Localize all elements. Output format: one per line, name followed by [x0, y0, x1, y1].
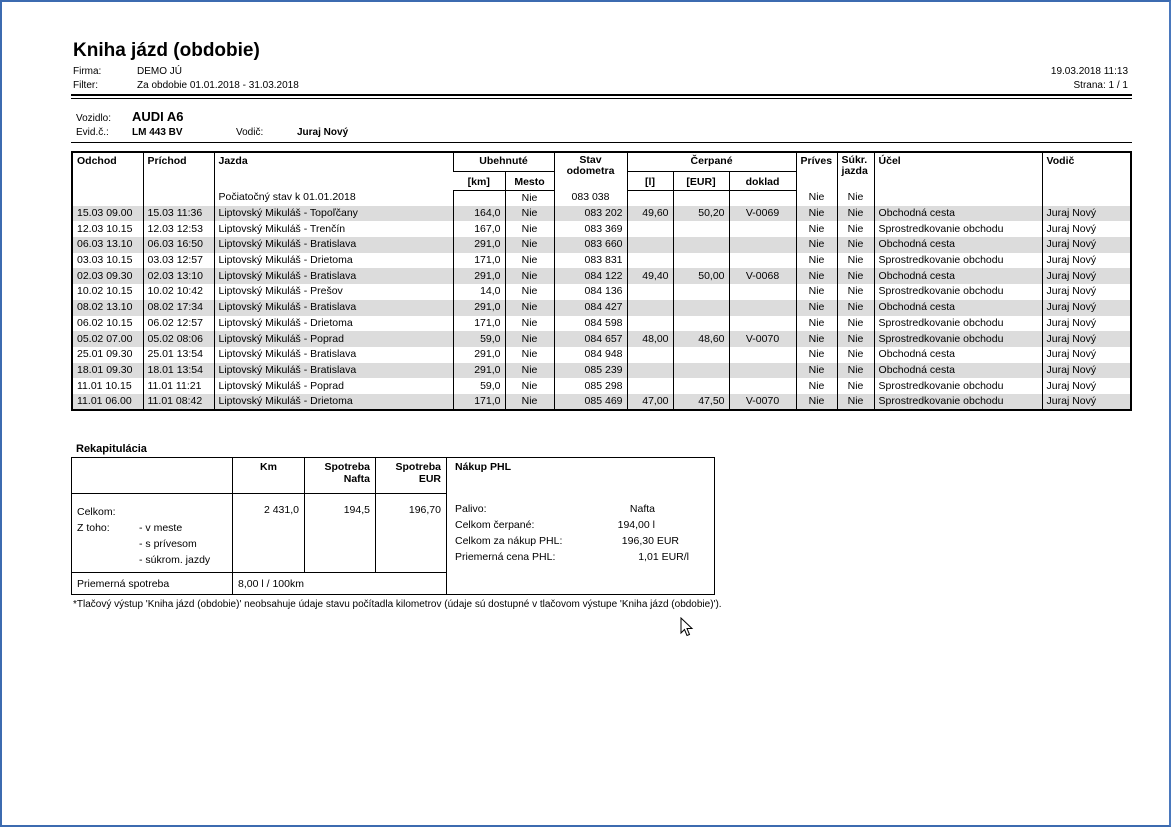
cell-prichod: 10.02 10:42	[143, 284, 214, 300]
cell-vodic: Juraj Nový	[1042, 363, 1131, 379]
cell-vodic: Juraj Nový	[1042, 316, 1131, 332]
header-ubehnute: Ubehnuté	[453, 152, 554, 171]
cell-prichod: 02.03 13:10	[143, 268, 214, 284]
vehicle-rule	[71, 142, 1132, 143]
recap-nafta-total: 194,5	[305, 494, 376, 573]
cell-prichod: 12.03 12:53	[143, 221, 214, 237]
recap-header-km: Km	[233, 458, 305, 494]
cell-jazda: Liptovský Mikuláš - Drietoma	[214, 394, 453, 410]
cell-km: 171,0	[453, 394, 505, 410]
filter-value: Za obdobie 01.01.2018 - 31.03.2018	[137, 80, 299, 91]
nakup-value: 196,30 EUR	[621, 535, 679, 547]
cell-sukr: Nie	[837, 284, 874, 300]
mouse-pointer-icon	[680, 617, 694, 642]
cell-stav: 084 427	[554, 300, 627, 316]
cell-odchod: 25.01 09.30	[77, 348, 133, 361]
cell-eur: 48,60	[673, 331, 729, 347]
ztoho-label: Z toho:	[77, 522, 110, 534]
cell-doklad	[729, 253, 796, 269]
table-row	[72, 221, 1131, 237]
cell-doklad: V-0070	[729, 331, 796, 347]
cell-vodic: Juraj Nový	[1042, 378, 1131, 394]
cell-eur: 50,20	[673, 206, 729, 222]
cell-jazda: Liptovský Mikuláš - Prešov	[214, 284, 453, 300]
celkom-label: Celkom:	[77, 506, 116, 518]
cell-prichod: 06.03 16:50	[143, 237, 214, 253]
cell-km: 14,0	[453, 284, 505, 300]
header-km: [km]	[453, 171, 505, 190]
cell-vodic: Juraj Nový	[1042, 268, 1131, 284]
cerpane-label: Celkom čerpané:	[455, 519, 535, 531]
recap-nakup-title: Nákup PHL	[455, 461, 512, 473]
cell-l	[627, 316, 673, 332]
firma-value: DEMO JÚ	[137, 66, 182, 77]
cell-jazda: Liptovský Mikuláš - Bratislava	[214, 347, 453, 363]
cell-prichod: 08.02 17:34	[143, 300, 214, 316]
cell-ucel: Sprostredkovanie obchodu	[874, 331, 1042, 347]
recap-table	[71, 457, 715, 595]
cell-odchod: 06.02 10.15	[77, 316, 133, 329]
cell-sukr: Nie	[837, 206, 874, 222]
cell-jazda: Liptovský Mikuláš - Drietoma	[214, 253, 453, 269]
cell-ucel: Obchodná cesta	[874, 268, 1042, 284]
cell-jazda: Liptovský Mikuláš - Trenčín	[214, 221, 453, 237]
cell-stav: 084 657	[554, 331, 627, 347]
cena-value: 1,01 EUR/l	[638, 551, 689, 563]
filter-label: Filter:	[73, 80, 98, 91]
cell-stav: 084 122	[554, 268, 627, 284]
cell-eur: 47,50	[673, 394, 729, 410]
header-odchod: Odchod	[77, 155, 117, 167]
cell-km: 167,0	[453, 221, 505, 237]
table-row	[72, 253, 1131, 269]
cell-mesto: Nie	[505, 331, 554, 347]
recap-avg-label: Priemerná spotreba	[72, 573, 233, 595]
cell-l	[627, 363, 673, 379]
cell-odchod: 08.02 13.10	[72, 300, 143, 316]
cell-prichod: 06.02 12:57	[143, 316, 214, 332]
cell-stav: 083 660	[554, 237, 627, 253]
cell-sukr: Nie	[837, 331, 874, 347]
header-stav: Stav	[579, 154, 602, 166]
cell-l	[627, 237, 673, 253]
recap-header-empty	[72, 458, 233, 494]
cell-prichod: 11.01 08:42	[143, 394, 214, 410]
table-row	[72, 237, 1131, 253]
cell-ucel: Sprostredkovanie obchodu	[874, 284, 1042, 300]
initial-sukr: Nie	[837, 190, 874, 206]
table-row	[72, 300, 1131, 316]
cell-sukr: Nie	[837, 268, 874, 284]
cell-doklad	[729, 300, 796, 316]
cell-mesto: Nie	[505, 316, 554, 332]
cell-jazda: Liptovský Mikuláš - Bratislava	[214, 268, 453, 284]
cell-km: 164,0	[453, 206, 505, 222]
cell-mesto: Nie	[505, 300, 554, 316]
vodic-value: Juraj Nový	[297, 127, 349, 138]
cell-prives: Nie	[796, 363, 837, 379]
cell-km: 291,0	[453, 268, 505, 284]
table-row	[72, 378, 1131, 394]
cell-prives: Nie	[796, 347, 837, 363]
cell-eur: 50,00	[673, 268, 729, 284]
initial-mesto: Nie	[505, 190, 554, 206]
palivo-label: Palivo:	[455, 503, 487, 515]
cell-odchod: 18.01 09.30	[72, 363, 143, 379]
print-datetime: 19.03.2018 11:13	[1050, 66, 1128, 77]
cell-mesto: Nie	[505, 268, 554, 284]
cell-odchod: 06.03 13.10	[72, 237, 143, 253]
cell-ucel: Obchodná cesta	[874, 237, 1042, 253]
cell-prichod: 05.02 08:06	[143, 331, 214, 347]
table-row	[72, 206, 1131, 222]
cerpane-value: 194,00 l	[617, 519, 655, 531]
cell-ucel: Obchodná cesta	[874, 300, 1042, 316]
trips-table	[71, 151, 1132, 411]
cell-km: 291,0	[453, 300, 505, 316]
cell-ucel: Obchodná cesta	[874, 363, 1042, 379]
cell-prives: Nie	[796, 268, 837, 284]
cell-prichod: 18.01 13:54	[143, 363, 214, 379]
cell-jazda: Liptovský Mikuláš - Poprad	[214, 331, 453, 347]
cell-odchod: 05.02 07.00	[72, 331, 143, 347]
cell-prives: Nie	[796, 394, 837, 410]
cell-doklad	[729, 363, 796, 379]
recap-title: Rekapitulácia	[76, 443, 147, 455]
cell-doklad	[729, 284, 796, 300]
cell-doklad	[729, 221, 796, 237]
header-ucel: Účel	[874, 152, 1042, 190]
cell-doklad	[729, 378, 796, 394]
cell-jazda: Liptovský Mikuláš - Topoľčany	[214, 206, 453, 222]
cell-prichod: 03.03 12:57	[143, 253, 214, 269]
cell-stav: 083 831	[554, 253, 627, 269]
header-l: [l]	[627, 171, 673, 190]
cell-prichod: 11.01 11:21	[143, 378, 214, 394]
recap-header-spotreba-eur	[376, 458, 447, 494]
cell-sukr: Nie	[837, 363, 874, 379]
cell-vodic: Juraj Nový	[1042, 284, 1131, 300]
cell-odchod: 11.01 10.15	[77, 379, 132, 392]
recap-header-spotreba: Spotreba	[324, 461, 370, 473]
cell-eur	[673, 363, 729, 379]
cell-prives: Nie	[796, 221, 837, 237]
s-prives-label: - s prívesom	[139, 538, 197, 550]
recap-header-spotreba-nafta	[305, 458, 376, 494]
header-rule	[71, 94, 1132, 96]
cell-l: 48,00	[627, 331, 673, 347]
cell-prives: Nie	[796, 316, 837, 332]
header-sukr: Súkr.	[841, 154, 868, 166]
table-row	[72, 331, 1131, 347]
cell-sukr: Nie	[837, 347, 874, 363]
cell-sukr: Nie	[837, 237, 874, 253]
cell-doklad: V-0069	[729, 206, 796, 222]
header-jazda2: jazda	[841, 165, 868, 177]
header-sukr-jazda	[837, 152, 874, 190]
cell-eur	[673, 284, 729, 300]
cell-prives: Nie	[796, 378, 837, 394]
cell-doklad	[729, 237, 796, 253]
cell-mesto: Nie	[505, 206, 554, 222]
cell-km: 59,0	[453, 331, 505, 347]
page-number: Strana: 1 / 1	[1073, 80, 1128, 91]
initial-prives: Nie	[796, 190, 837, 206]
cell-jazda: Liptovský Mikuláš - Poprad	[214, 378, 453, 394]
cell-stav: 083 369	[554, 221, 627, 237]
cell-doklad: V-0068	[729, 268, 796, 284]
initial-jazda: Počiatočný stav k 01.01.2018	[214, 190, 453, 206]
cell-km: 291,0	[453, 363, 505, 379]
header-odometra: odometra	[566, 165, 615, 177]
header-prichod: Príchod	[143, 152, 214, 190]
recap-avg-value: 8,00 l / 100km	[233, 573, 447, 595]
cell-stav: 085 469	[554, 394, 627, 410]
vozidlo-value: AUDI A6	[132, 109, 184, 124]
cell-mesto: Nie	[505, 394, 554, 410]
cell-l	[627, 378, 673, 394]
cell-vodic: Juraj Nový	[1042, 237, 1131, 253]
cell-prives: Nie	[796, 300, 837, 316]
header-eur: [EUR]	[673, 171, 729, 190]
cell-eur	[673, 378, 729, 394]
cell-doklad	[729, 347, 796, 363]
initial-stav: 083 038	[554, 190, 627, 206]
cell-l	[627, 221, 673, 237]
firma-label: Firma:	[73, 66, 102, 77]
footnote: *Tlačový výstup 'Kniha jázd (obdobie)' neobsahuje údaje stavu počítadla kilometrov (údaje sú dostupné v tlačovom výstupe 'Kniha jázd (obdobie)').	[73, 599, 722, 610]
cell-vodic: Juraj Nový	[1042, 253, 1131, 269]
table-row	[72, 363, 1131, 379]
cell-mesto: Nie	[505, 378, 554, 394]
cell-l	[627, 253, 673, 269]
cell-odchod: 15.03 09.00	[72, 206, 143, 222]
cell-doklad: V-0070	[729, 394, 796, 410]
cell-mesto: Nie	[505, 363, 554, 379]
cell-jazda: Liptovský Mikuláš - Bratislava	[214, 363, 453, 379]
cell-mesto: Nie	[505, 253, 554, 269]
cell-jazda: Liptovský Mikuláš - Bratislava	[214, 300, 453, 316]
cell-odchod: 11.01 06.00	[72, 394, 143, 410]
cell-l	[627, 347, 673, 363]
cell-mesto: Nie	[505, 221, 554, 237]
cell-stav: 083 202	[554, 206, 627, 222]
cell-mesto: Nie	[505, 347, 554, 363]
cell-jazda: Liptovský Mikuláš - Bratislava	[214, 237, 453, 253]
recap-nakup-phl	[447, 458, 715, 595]
table-row	[72, 394, 1131, 410]
recap-header-eur: EUR	[418, 473, 441, 485]
initial-state-row	[72, 190, 1131, 206]
header-stav-odometra	[554, 152, 627, 190]
cell-km: 291,0	[453, 347, 505, 363]
cell-sukr: Nie	[837, 316, 874, 332]
cell-odchod: 10.02 10.15	[77, 285, 133, 298]
cell-stav: 084 136	[554, 284, 627, 300]
report-title: Kniha jázd (obdobie)	[73, 40, 260, 61]
vozidlo-label: Vozidlo:	[76, 113, 112, 124]
cell-km: 291,0	[453, 237, 505, 253]
sukrom-label: - súkrom. jazdy	[139, 554, 211, 566]
cell-km: 59,0	[453, 378, 505, 394]
cell-vodic: Juraj Nový	[1042, 206, 1131, 222]
cell-odchod: 03.03 10.15	[77, 254, 133, 267]
header-prives: Príves	[796, 152, 837, 190]
cell-vodic: Juraj Nový	[1042, 394, 1131, 410]
cell-mesto: Nie	[505, 284, 554, 300]
palivo-value: Nafta	[629, 503, 655, 515]
cell-stav: 084 948	[554, 347, 627, 363]
vodic-label: Vodič:	[236, 127, 264, 138]
cell-prichod: 25.01 13:54	[143, 347, 214, 363]
cell-prichod: 15.03 11:36	[143, 206, 214, 222]
cell-ucel: Sprostredkovanie obchodu	[874, 316, 1042, 332]
cell-prives: Nie	[796, 253, 837, 269]
cell-km: 171,0	[453, 316, 505, 332]
header-cerpane: Čerpané	[627, 152, 796, 171]
cell-prives: Nie	[796, 284, 837, 300]
cell-ucel: Sprostredkovanie obchodu	[874, 221, 1042, 237]
cell-ucel: Sprostredkovanie obchodu	[874, 378, 1042, 394]
cell-odchod: 02.03 09.30	[72, 268, 143, 284]
cell-eur	[673, 253, 729, 269]
header-doklad: doklad	[729, 171, 796, 190]
cell-stav: 085 298	[554, 378, 627, 394]
header-jazda: Jazda	[214, 152, 453, 190]
cell-eur	[673, 221, 729, 237]
evid-label: Evid.č.:	[76, 127, 109, 138]
cell-l	[627, 284, 673, 300]
cell-vodic: Juraj Nový	[1042, 347, 1131, 363]
cell-vodic: Juraj Nový	[1042, 331, 1131, 347]
cell-ucel: Sprostredkovanie obchodu	[874, 253, 1042, 269]
cell-ucel: Obchodná cesta	[874, 347, 1042, 363]
cell-odchod: 12.03 10.15	[77, 222, 133, 235]
cell-prives: Nie	[796, 206, 837, 222]
cell-sukr: Nie	[837, 378, 874, 394]
cell-km: 171,0	[453, 253, 505, 269]
cell-ucel: Obchodná cesta	[874, 206, 1042, 222]
cell-stav: 085 239	[554, 363, 627, 379]
cell-ucel: Sprostredkovanie obchodu	[874, 394, 1042, 410]
cell-eur	[673, 347, 729, 363]
cell-sukr: Nie	[837, 221, 874, 237]
cell-doklad	[729, 316, 796, 332]
recap-header-spotreba2: Spotreba	[395, 461, 441, 473]
cell-vodic: Juraj Nový	[1042, 221, 1131, 237]
cell-l: 49,40	[627, 268, 673, 284]
table-row	[72, 347, 1131, 363]
cell-jazda: Liptovský Mikuláš - Drietoma	[214, 316, 453, 332]
header-rule-thin	[71, 98, 1132, 99]
evid-value: LM 443 BV	[132, 127, 183, 138]
cell-vodic: Juraj Nový	[1042, 300, 1131, 316]
table-row	[72, 284, 1131, 300]
cell-l	[627, 300, 673, 316]
v-meste-label: - v meste	[139, 522, 183, 534]
recap-eur-total: 196,70	[376, 494, 447, 573]
cena-label: Priemerná cena PHL:	[455, 551, 556, 563]
cell-l: 47,00	[627, 394, 673, 410]
cell-sukr: Nie	[837, 394, 874, 410]
cell-stav: 084 598	[554, 316, 627, 332]
cell-prives: Nie	[796, 331, 837, 347]
header-mesto: Mesto	[505, 171, 554, 190]
cell-prives: Nie	[796, 237, 837, 253]
cell-mesto: Nie	[505, 237, 554, 253]
cell-sukr: Nie	[837, 300, 874, 316]
recap-km-total: 2 431,0	[233, 494, 305, 573]
cell-sukr: Nie	[837, 253, 874, 269]
header-vodic: Vodič	[1042, 152, 1131, 190]
cell-eur	[673, 316, 729, 332]
cell-l: 49,60	[627, 206, 673, 222]
recap-labels	[72, 494, 233, 573]
cell-eur	[673, 300, 729, 316]
table-row	[72, 268, 1131, 284]
nakup-label: Celkom za nákup PHL:	[455, 535, 563, 547]
recap-header-nafta: Nafta	[343, 473, 370, 485]
cell-eur	[673, 237, 729, 253]
table-row	[72, 316, 1131, 332]
